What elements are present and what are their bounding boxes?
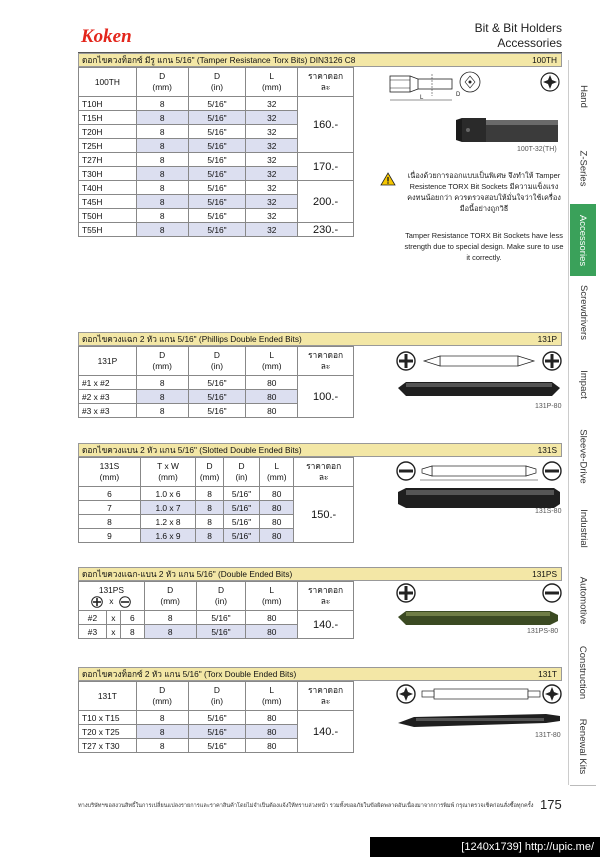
side-tab-industrial[interactable] (570, 492, 596, 565)
table-cell: 80 (260, 501, 294, 515)
table-cell: 8 (136, 390, 188, 404)
table-cell: L (mm) (246, 347, 298, 376)
table-cell: 80 (260, 529, 294, 543)
table-cell: 8 (144, 625, 196, 639)
table-cell: 8 (136, 209, 188, 223)
section-code: 131P (537, 334, 557, 344)
table-cell: 8 (136, 125, 188, 139)
table-cell: 8 (136, 181, 188, 195)
table-header-row (79, 68, 354, 97)
price-cell: 160.- (298, 97, 354, 153)
table-cell: 8 (136, 111, 188, 125)
table-cell: T10H (79, 97, 137, 111)
section-header-100th (78, 53, 562, 67)
section-title: ดอกไขควงแฉก-แบน 2 หัว แกน 5/16" (Double Ended Bits) (82, 569, 293, 579)
phillips-icon (91, 596, 103, 608)
table-cell: T30H (79, 167, 137, 181)
table-cell: T15H (79, 111, 137, 125)
spec-table-131p (78, 346, 354, 418)
side-tab-label: Automotive (577, 576, 589, 624)
col-header: D (in) (188, 68, 246, 97)
col-header: 100TH (79, 68, 137, 97)
table-cell: 8 (79, 515, 141, 529)
table-cell: 8 (120, 625, 144, 639)
table-cell: 80 (246, 404, 298, 418)
image-caption: 131P-80 (535, 403, 562, 410)
table-cell: 5/16" (188, 181, 246, 195)
side-tab-screwdrivers[interactable] (570, 276, 596, 349)
table-cell: 8 (136, 404, 188, 418)
table-cell: 8 (136, 167, 188, 181)
table-cell: D (mm) (196, 458, 224, 487)
table-cell: 80 (246, 739, 298, 753)
table-cell: 5/16" (188, 111, 246, 125)
table-cell: T55H (79, 223, 137, 237)
table-cell: 32 (246, 223, 298, 237)
table-cell: 131P (79, 347, 137, 376)
table-cell: T20H (79, 125, 137, 139)
table-cell: 80 (246, 711, 298, 725)
price-cell: 200.- (298, 181, 354, 223)
table-cell: 32 (246, 97, 298, 111)
header-title-line1: Bit & Bit Holders (474, 21, 562, 35)
price-cell: 170.- (298, 153, 354, 181)
table-cell: D (in) (188, 682, 246, 711)
table-cell: 8 (136, 139, 188, 153)
table-cell: 5/16" (223, 487, 259, 501)
price-cell: 140.- (298, 611, 354, 639)
disclaimer-note: ทางบริษัทฯขอสงวนสิทธิ์ในการเปลี่ยนแปลงรายการและราคาสินค้าโดยไม่จำเป็นต้องแจ้งให้ทราบล่วงหน้า รวมทั้งขออภัยในข้อผิดพลาดอันเนื่องมาจากการพิมพ์ กรุณาตรวจเช็คก่อนสั่งซื้อทุกครั้ง (78, 803, 534, 809)
page-number: 175 (540, 797, 562, 812)
table-cell: T x W (mm) (140, 458, 195, 487)
table-cell: 5/16" (196, 625, 246, 639)
table-row (79, 223, 354, 237)
side-tab-sleeve-drive[interactable] (570, 420, 596, 493)
section-title: ดอกไขควงแบน 2 หัว แกน 5/16" (Slotted Double Ended Bits) (82, 445, 302, 455)
side-tab-accessories[interactable] (570, 204, 596, 277)
table-cell: 1.2 x 8 (140, 515, 195, 529)
table-cell: #1 x #2 (79, 376, 137, 390)
table-cell: T45H (79, 195, 137, 209)
side-tab-z-series[interactable] (570, 132, 596, 205)
slotted-icon (119, 596, 131, 608)
table-cell: 32 (246, 111, 298, 125)
table-cell: 6 (120, 611, 144, 625)
section-title: ดอกไขควงแฉก 2 หัว แกน 5/16" (Phillips Double Ended Bits) (82, 334, 302, 344)
table-cell: 32 (246, 209, 298, 223)
spec-table-131s (78, 457, 354, 543)
table-cell: 8 (136, 376, 188, 390)
table-cell: 80 (246, 390, 298, 404)
section-header-131ps (78, 567, 562, 581)
table-cell: 8 (136, 97, 188, 111)
table-cell: 1.0 x 7 (140, 501, 195, 515)
table-cell: 80 (246, 625, 298, 639)
table-cell: 5/16" (223, 501, 259, 515)
torx-bit-photo (450, 112, 562, 150)
image-caption: 131S-80 (535, 508, 562, 515)
warning-text-english: Tamper Resistance TORX Bit Sockets have less strength due to special design. Make sure to use it correctly. (404, 231, 564, 262)
table-header-row (79, 347, 354, 376)
table-cell: T20 x T25 (79, 725, 137, 739)
table-row (79, 711, 354, 725)
table-cell: ราคาดอก ละ (294, 458, 354, 487)
table-row (79, 97, 354, 111)
table-row (79, 487, 354, 501)
table-cell: 8 (136, 711, 188, 725)
price-cell: 230.- (298, 223, 354, 237)
table-cell: 8 (196, 529, 224, 543)
price-cell: 140.- (298, 711, 354, 753)
image-caption: 131T-80 (535, 732, 561, 739)
table-cell: T50H (79, 209, 137, 223)
table-cell: 8 (136, 153, 188, 167)
table-cell: T40H (79, 181, 137, 195)
table-cell: 32 (246, 181, 298, 195)
table-cell: #2 (79, 611, 107, 625)
table-cell: 131S (mm) (79, 458, 141, 487)
side-tab-label: Hand (577, 84, 589, 108)
table-cell: 5/16" (188, 139, 246, 153)
table-cell: L (mm) (246, 582, 298, 611)
table-cell: 131T (79, 682, 137, 711)
table-cell: 5/16" (188, 167, 246, 181)
side-tab-divider (568, 60, 569, 785)
table-cell: 32 (246, 195, 298, 209)
table-cell: 5/16" (188, 711, 246, 725)
table-header-row (79, 582, 354, 611)
side-tab-label: Z-Series (577, 150, 589, 186)
table-cell: x (106, 611, 120, 625)
table-cell: 5/16" (188, 390, 246, 404)
svg-text:D: D (456, 92, 461, 98)
price-cell: 150.- (294, 487, 354, 543)
side-tab-label: Industrial (577, 508, 589, 548)
table-cell: 8 (136, 725, 188, 739)
table-cell: 5/16" (188, 195, 246, 209)
table-cell: 5/16" (188, 223, 246, 237)
svg-text:L: L (420, 95, 424, 101)
table-cell: 1.6 x 9 (140, 529, 195, 543)
table-cell: ราคาดอก ละ (298, 682, 354, 711)
side-tab-label: Impact (577, 369, 589, 399)
side-tab-renewal-kits[interactable] (570, 708, 596, 786)
watermark-bar: [1240x1739] http://upic.me/ (370, 837, 600, 857)
table-cell: D (in) (223, 458, 259, 487)
spec-table-131ps (78, 581, 354, 639)
table-cell: D (mm) (144, 582, 196, 611)
table-cell: 32 (246, 153, 298, 167)
table-row (79, 153, 354, 167)
koken-logo (80, 25, 144, 47)
table-cell: 6 (79, 487, 141, 501)
table-cell: 8 (196, 515, 224, 529)
torx-bit-diagram (382, 66, 562, 106)
table-cell: 5/16" (196, 611, 246, 625)
table-cell: 8 (196, 487, 224, 501)
table-cell: 8 (144, 611, 196, 625)
table-cell: ราคาดอก ละ (298, 347, 354, 376)
spec-table-100th (78, 67, 354, 237)
table-cell: 5/16" (188, 125, 246, 139)
col-header: ราคาดอก ละ (298, 68, 354, 97)
table-cell: #2 x #3 (79, 390, 137, 404)
image-caption: 131PS-80 (527, 628, 559, 635)
warning-text-thai: เนื่องด้วยการออกแบบเป็นพิเศษ จึงทำให้ Tamper Resistence TORX Bit Sockets มีความแข็งแรงคงทนน้อยกว่า ควรตรวจสอบให้มั่นใจว่าใช้เครื่องมือนี้อย่างถูกวิธี (407, 171, 561, 213)
table-cell: L (mm) (260, 458, 294, 487)
price-cell: 100.- (298, 376, 354, 418)
side-tab-label: Screwdrivers (577, 284, 589, 340)
table-cell: 9 (79, 529, 141, 543)
table-cell: 5/16" (188, 97, 246, 111)
table-cell: 5/16" (188, 404, 246, 418)
table-cell: ราคาดอก ละ (298, 582, 354, 611)
section-header-131s (78, 443, 562, 457)
col-header: 131PS x (79, 582, 145, 611)
table-cell: 80 (246, 611, 298, 625)
table-header-row (79, 682, 354, 711)
table-cell: 32 (246, 139, 298, 153)
header-title-line2: Accessories (497, 36, 562, 50)
table-cell: 80 (260, 487, 294, 501)
image-caption: 100T-32(TH) (517, 146, 557, 153)
table-row (79, 376, 354, 390)
table-cell: 8 (136, 739, 188, 753)
section-title: ดอกไขควงท็อกซ์ มีรู แกน 5/16" (Tamper Resistance Torx Bits) DIN3126 C8 (82, 55, 356, 65)
table-cell: 5/16" (188, 739, 246, 753)
table-cell: D (in) (196, 582, 246, 611)
side-tab-impact[interactable] (570, 348, 596, 421)
table-cell: 5/16" (223, 515, 259, 529)
side-tab-hand[interactable] (570, 60, 596, 133)
table-cell: L (mm) (246, 682, 298, 711)
spec-table-131t (78, 681, 354, 753)
table-cell: 80 (260, 515, 294, 529)
table-cell: D (mm) (136, 347, 188, 376)
table-cell: D (in) (188, 347, 246, 376)
table-cell: T10 x T15 (79, 711, 137, 725)
table-cell: 8 (136, 223, 188, 237)
table-cell: 5/16" (223, 529, 259, 543)
table-cell: 5/16" (188, 376, 246, 390)
section-code: 131T (538, 669, 557, 679)
table-cell: 80 (246, 376, 298, 390)
side-tab-label: Renewal Kits (577, 718, 589, 775)
side-tab-automotive[interactable] (570, 564, 596, 637)
col-header: L (mm) (246, 68, 298, 97)
table-cell: #3 (79, 625, 107, 639)
table-cell: x (106, 625, 120, 639)
section-header-131p (78, 332, 562, 346)
table-cell: T27 x T30 (79, 739, 137, 753)
table-cell: 5/16" (188, 153, 246, 167)
table-cell: 5/16" (188, 209, 246, 223)
col-header: D (mm) (136, 68, 188, 97)
table-cell: 80 (246, 725, 298, 739)
logo-text: Koken (81, 26, 132, 47)
section-code: 131S (537, 445, 557, 455)
table-cell: 32 (246, 125, 298, 139)
table-row (79, 181, 354, 195)
table-cell: 8 (196, 501, 224, 515)
table-row (79, 611, 354, 625)
side-tab-construction[interactable] (570, 636, 596, 709)
table-cell: D (mm) (136, 682, 188, 711)
section-code: 100TH (532, 55, 557, 65)
section-code: 131PS (532, 569, 557, 579)
table-cell: 32 (246, 167, 298, 181)
table-cell: T25H (79, 139, 137, 153)
table-cell: 1.0 x 6 (140, 487, 195, 501)
side-tab-label: Sleeve-Drive (577, 428, 589, 484)
section-header-131t (78, 667, 562, 681)
table-cell: 7 (79, 501, 141, 515)
warning-icon (380, 172, 396, 186)
section-title: ดอกไขควงท็อกซ์ 2 หัว แกน 5/16" (Torx Double Ended Bits) (82, 669, 297, 679)
table-cell: #3 x #3 (79, 404, 137, 418)
table-cell: 5/16" (188, 725, 246, 739)
table-cell: 8 (136, 195, 188, 209)
table-cell: T27H (79, 153, 137, 167)
table-header-row (79, 458, 354, 487)
torx-double-bit-graphic (396, 683, 562, 739)
side-tab-label: Accessories (577, 214, 589, 266)
side-tab-label: Construction (577, 645, 589, 699)
